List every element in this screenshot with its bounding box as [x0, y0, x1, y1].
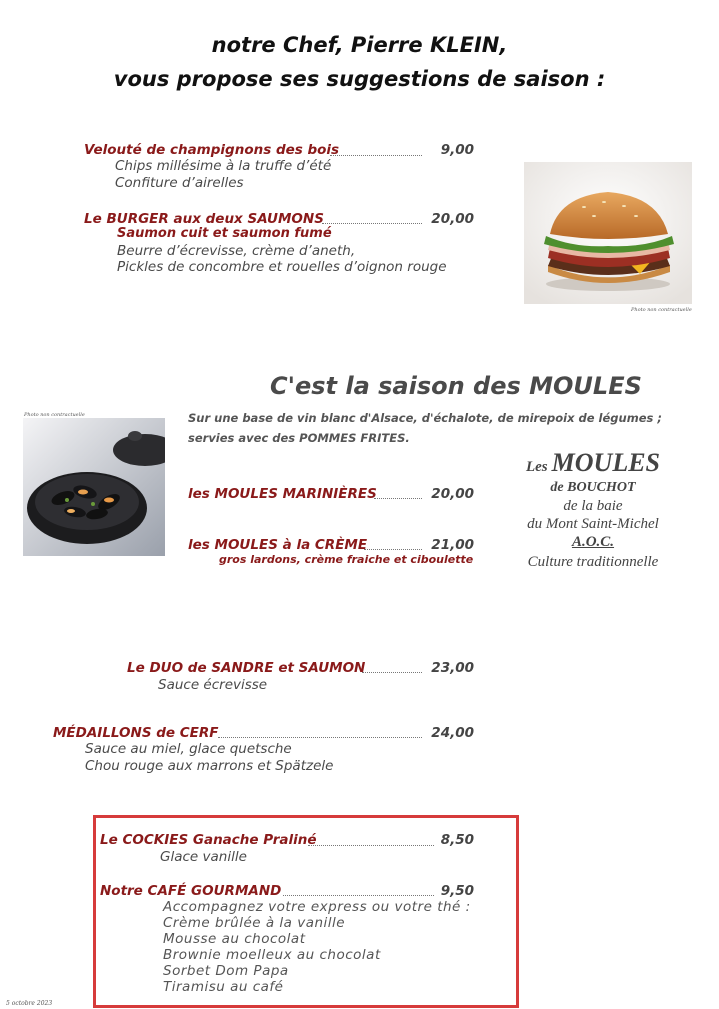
dish-cerf-detail-1: Sauce au miel, glace quetsche [85, 741, 292, 757]
dish-creme-name: les MOULES à la CRÈME [188, 537, 368, 553]
dots-leader [362, 672, 422, 673]
dish-cafe-item: Brownie moelleux au chocolat [163, 947, 381, 963]
dish-cafe-price: 9,50 [440, 883, 474, 899]
dish-burger-price: 20,00 [431, 211, 474, 227]
dish-cerf-name: MÉDAILLONS de CERF [53, 725, 219, 741]
moules-title: C'est la saison des MOULES [270, 372, 642, 400]
dish-burger-detail-2: Pickles de concombre et rouelles d’oignon rouge [117, 259, 447, 275]
dish-mariniere-name: les MOULES MARINIÈRES [188, 486, 377, 502]
dish-cafe-intro: Accompagnez votre express ou votre thé : [163, 899, 471, 915]
burger-photo-note: Photo non contractuelle [631, 307, 692, 313]
dish-mariniere-price: 20,00 [431, 486, 474, 502]
dish-cafe-name: Notre CAFÉ GOURMAND [100, 883, 282, 899]
dots-leader [283, 895, 434, 896]
footer-date: 5 octobre 2023 [6, 1000, 53, 1007]
header-line-2: vous propose ses suggestions de saison : [113, 67, 606, 91]
moules-intro-2: servies avec des POMMES FRITES. [188, 431, 410, 445]
dish-cafe-item: Sorbet Dom Papa [163, 963, 289, 979]
moules-photo-note: Photo non contractuelle [24, 412, 85, 418]
moules-photo [23, 418, 165, 556]
moules-intro-1: Sur une base de vin blanc d'Alsace, d'échalote, de mirepoix de légumes ; [188, 411, 662, 425]
dish-cockies-name: Le COCKIES Ganache Praliné [100, 832, 317, 848]
moules-side-baie: de la baie [563, 498, 623, 514]
moules-side-aoc: A.O.C. [571, 534, 615, 550]
moules-side-heading: Les MOULES [525, 448, 661, 477]
dish-cockies-price: 8,50 [440, 832, 474, 848]
burger-photo [524, 162, 692, 304]
dish-cerf-detail-2: Chou rouge aux marrons et Spätzele [85, 758, 334, 774]
dish-creme-price: 21,00 [431, 537, 474, 553]
dish-burger-detail-1: Beurre d’écrevisse, crème d’aneth, [117, 243, 356, 259]
dish-creme-detail: gros lardons, crème fraiche et ciboulette [219, 553, 474, 566]
dish-veloute-price: 9,00 [440, 142, 474, 158]
dish-veloute-detail-2: Confiture d’airelles [115, 175, 244, 191]
dish-cerf-price: 24,00 [431, 725, 474, 741]
dish-burger-name: Le BURGER aux deux SAUMONS [84, 211, 324, 227]
dish-duo-detail: Sauce écrevisse [158, 677, 268, 693]
dish-cafe-item: Tiramisu au café [163, 979, 284, 995]
moules-side-bouchot: de BOUCHOT [550, 480, 636, 495]
dish-burger-subtitle: Saumon cuit et saumon fumé [117, 226, 332, 241]
dots-leader [218, 737, 422, 738]
dish-cafe-item: Mousse au chocolat [163, 931, 306, 947]
dish-veloute-name: Velouté de champignons des bois [84, 142, 340, 158]
moules-side-culture: Culture traditionnelle [527, 554, 659, 570]
dish-duo-name: Le DUO de SANDRE et SAUMON [127, 660, 366, 676]
dish-cockies-detail: Glace vanille [160, 849, 247, 865]
dots-leader [330, 155, 422, 156]
dish-duo-price: 23,00 [431, 660, 474, 676]
moules-side-mont: du Mont Saint-Michel [527, 516, 659, 532]
dish-veloute-detail-1: Chips millésime à la truffe d’été [115, 158, 332, 174]
header-line-1: notre Chef, Pierre KLEIN, [211, 33, 508, 57]
dish-cafe-item: Crème brûlée à la vanille [163, 915, 346, 931]
dots-leader [322, 223, 422, 224]
